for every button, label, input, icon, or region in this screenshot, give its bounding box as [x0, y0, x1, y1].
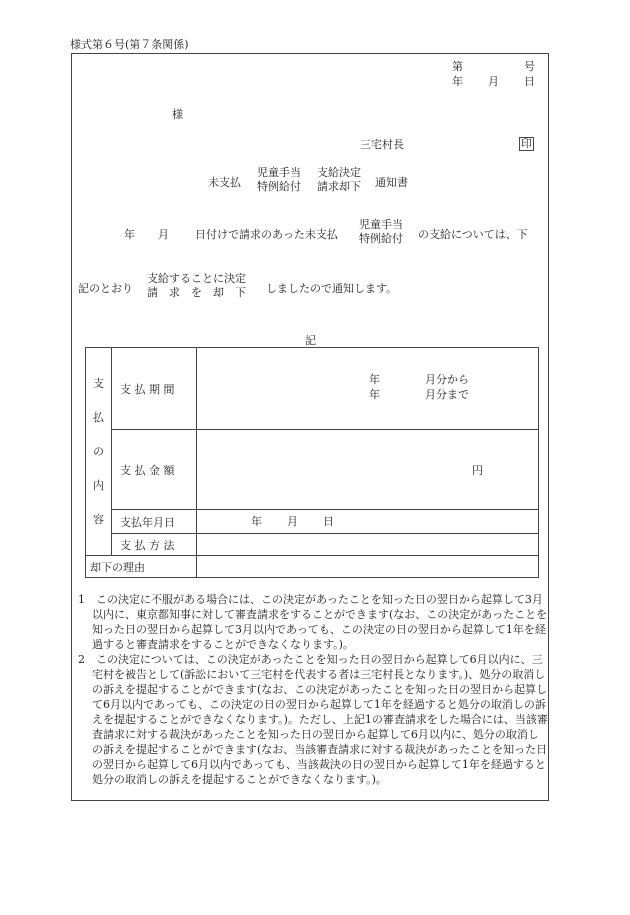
title-decision-stack: [317, 166, 361, 194]
number-suffix: 号: [524, 60, 535, 73]
amount-unit: 円: [197, 430, 539, 510]
method-value: [197, 534, 539, 556]
pay-date-month: 月: [287, 515, 298, 528]
seal-mark: 印: [521, 137, 532, 150]
period-from-month: 月分から: [425, 373, 469, 386]
body-decision-1: 支給することに決定: [147, 272, 246, 285]
date-day: 日: [524, 75, 535, 88]
body-month: 月: [158, 228, 169, 241]
period-from-year: 年: [369, 373, 380, 386]
title-type-1: 児童手当: [257, 166, 301, 179]
addressee-suffix: 様: [172, 108, 183, 121]
side-char-1: 支: [93, 376, 104, 390]
date-label: 支払年月日: [112, 510, 197, 534]
amount-label: 支 払 金 額: [112, 430, 197, 510]
issuer: 三宅村長: [360, 138, 404, 151]
date-value: [197, 510, 539, 534]
note-2: 2 この決定については、この決定があったことを知った日の翌日から起算して6月以内に、三宅村を被告として(訴訟において三宅村を代表する者は三宅村長となります。)、処分の取消しの訴えを提起することができます(なお、この決定があったことを知った日の翌日から起算して6月以内であっても、この決定の日の翌日から起算して1年を経過すると処分の取消しの訴えを提起することができなくなります。)。ただし、上記1の審査請求をした場合には、当該審査請求に対する裁決があったことを知った日の翌日から起算して6月以内に、処分の取消しの訴えを提起することができます(なお、当該審査請求に対する裁決があったことを知った日の翌日から起算して6月以内であっても、当該裁決の日の翌日から起算して1年を経過すると処分の取消しの訴えを提起することができなくなります。)。: [78, 653, 548, 786]
title-type-stack: [257, 166, 301, 194]
side-char-4: 内: [93, 478, 104, 492]
body-type-stack: [359, 218, 403, 246]
payment-content-table: [85, 347, 539, 578]
method-label: 支 払 方 法: [112, 534, 197, 556]
pay-date-day: 日: [323, 515, 334, 528]
side-label: [86, 348, 112, 556]
number-prefix: 第: [452, 60, 463, 73]
notes: [78, 592, 548, 787]
period-row: [86, 348, 539, 430]
title-decision-2: 請求却下: [317, 180, 361, 193]
note-1: 1 この決定に不服がある場合には、この決定があったことを知った日の翌日から起算して3月以内に、東京都知事に対して審査請求をすることができます(なお、この決定があったことを知った日の翌日から起算して3月以内であっても、この決定の日の翌日から起算して1年を経過すると審査請求をすることができなくなります。)。: [78, 593, 548, 651]
body-decision-2: 請 求 を 却 下: [147, 286, 246, 299]
date-row: [86, 510, 539, 534]
body-type-2: 特例給付: [359, 232, 403, 245]
body-text-1: 日付けで請求のあった未支払: [195, 228, 338, 241]
rejection-row: [86, 556, 539, 578]
body-year: 年: [124, 228, 135, 241]
period-to-year: 年: [369, 388, 380, 401]
side-char-2: 払: [93, 410, 104, 424]
period-to-month: 月分まで: [425, 388, 469, 401]
method-row: [86, 534, 539, 556]
rejection-value: [197, 556, 539, 578]
title-type-2: 特例給付: [257, 180, 301, 193]
date-month: 月: [488, 75, 499, 88]
side-char-5: 容: [93, 512, 104, 526]
period-label: 支 払 期 間: [112, 348, 197, 430]
title-suffix: 通知書: [375, 176, 408, 189]
pay-date-year: 年: [251, 515, 262, 528]
body-text-4: しましたので通知します。: [266, 282, 398, 295]
title-decision-1: 支給決定: [317, 166, 361, 179]
title-prefix: 未支払: [208, 176, 241, 189]
form-label: 様式第６号(第７条関係): [70, 38, 189, 51]
body-type-1: 児童手当: [359, 218, 403, 231]
body-text-2: の支給については、下: [418, 228, 528, 241]
side-char-3: の: [93, 444, 104, 458]
body-decision-stack: [147, 272, 246, 300]
amount-row: [86, 430, 539, 510]
body-text-3: 記のとおり: [78, 282, 133, 295]
ki-label: 記: [305, 334, 316, 347]
period-value: [197, 348, 539, 430]
rejection-label: 却下の理由: [86, 556, 197, 578]
date-year: 年: [452, 75, 463, 88]
